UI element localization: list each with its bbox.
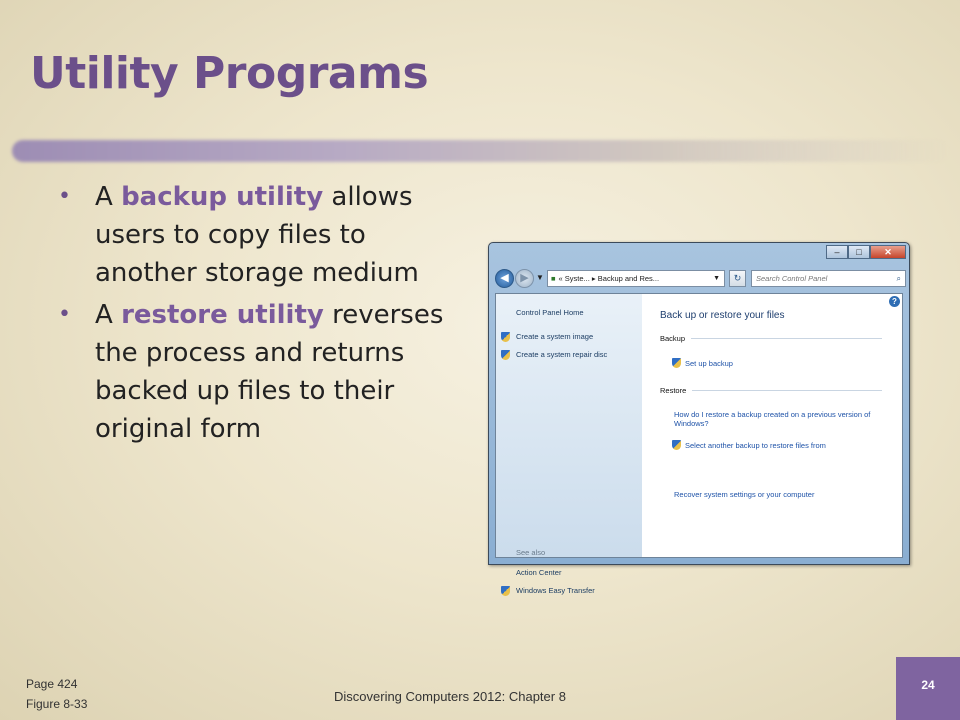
recover-system-link[interactable]: Recover system settings or your computer [674,490,815,499]
backup-section-header: Backup [660,334,882,343]
footer-title: Discovering Computers 2012: Chapter 8 [334,689,566,704]
bullet-dot-icon: • [58,184,71,209]
page-title: Back up or restore your files [660,310,785,321]
shield-icon [672,440,681,450]
sidebar-item-create-system-image[interactable]: Create a system image [516,332,594,341]
sidebar-item-control-panel-home[interactable]: Control Panel Home [516,308,584,317]
footer-figure-ref: Figure 8-33 [26,697,88,711]
bullet-restore: • A restore utility reverses the process and returns backed up files to their original form [58,296,448,448]
bullet-dot-icon: • [58,302,71,327]
control-panel-icon: ■ [551,274,556,283]
see-also-label: See also [516,548,546,557]
navigation-bar [493,267,905,291]
breadcrumb-backup-restore[interactable]: Backup and Res... [597,274,660,283]
address-bar[interactable]: ■ « Syste... ▸ Backup and Res... ▼ [547,270,725,287]
sidebar-item-action-center[interactable]: Action Center [516,568,562,577]
footer-page-ref: Page 424 [26,677,78,691]
sidebar [496,294,642,595]
bullet-backup: • A backup utility allows users to copy files to another storage medium [58,178,448,292]
backup-restore-window [488,242,910,595]
maximize-button[interactable]: □ [848,245,870,259]
page-number: 24 [921,678,935,692]
shield-icon [672,358,681,368]
help-icon[interactable]: ? [889,296,900,307]
page-number-badge [896,657,960,720]
slide-title: Utility Programs [30,48,429,99]
refresh-icon[interactable]: ↻ [729,270,746,287]
back-button[interactable]: ◀ [495,269,514,288]
shield-icon [501,350,510,360]
term-backup-utility: backup utility [121,182,324,212]
search-icon[interactable]: ⌕ [896,274,901,283]
recent-pages-chevron-down-icon[interactable]: ▼ [536,273,544,282]
shield-icon [501,332,510,342]
search-input[interactable]: Search Control Panel ⌕ [751,270,906,287]
close-button[interactable]: ✕ [870,245,906,259]
bullet-list [58,178,448,452]
sidebar-item-create-repair-disc[interactable]: Create a system repair disc [516,350,608,359]
set-up-backup-link[interactable]: Set up backup [672,358,733,368]
forward-button[interactable]: ▶ [515,269,534,288]
window-controls [826,245,906,259]
shield-icon [501,586,510,596]
main-pane [642,294,902,557]
restore-section-header: Restore [660,386,882,395]
address-chevron-down-icon[interactable]: ▼ [713,275,720,282]
select-another-backup-link[interactable]: Select another backup to restore files from [672,440,826,450]
how-restore-link[interactable]: How do I restore a backup created on a previous version of Windows? [674,410,871,428]
term-restore-utility: restore utility [121,300,324,330]
window-content [495,293,903,595]
minimize-button[interactable]: – [826,245,848,259]
breadcrumb-system[interactable]: Syste... [564,274,590,283]
title-underline-bar [12,140,950,162]
sidebar-item-easy-transfer[interactable]: Windows Easy Transfer [516,586,595,595]
